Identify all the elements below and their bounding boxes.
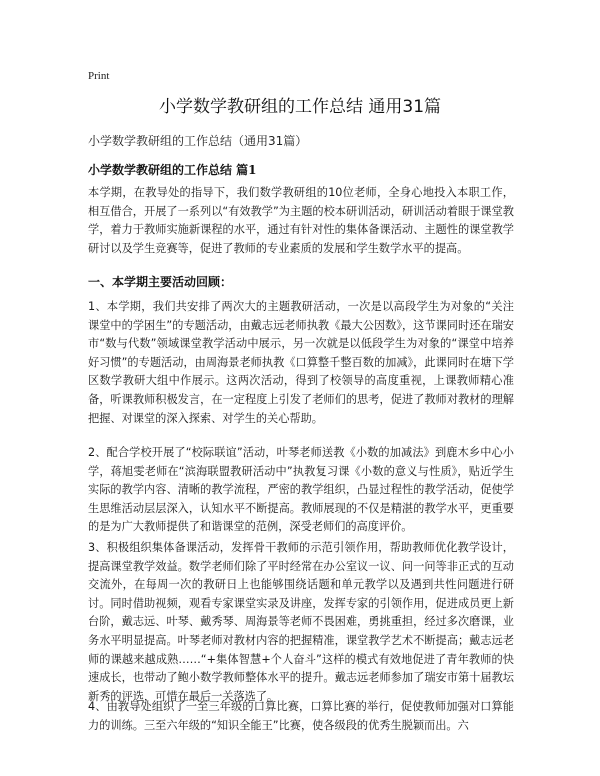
document-subtitle: 小学数学教研组的工作总结（通用31篇） (88, 134, 308, 148)
print-label: Print (88, 70, 110, 82)
section-heading: 小学数学教研组的工作总结 篇1 (88, 163, 257, 177)
paragraph-item-1: 1、本学期，我们共安排了两次大的主题教研活动，一次是以高段学生为对象的“关注课堂中的学困生”的专题活动，由戴志远老师执教《最大公因数》，这节课同时还在瑞安市“数与代数”领域课堂教学活动中展示，另一次就是以低段学生为对象的“课堂中培养好习惯”的专题活动，由周海景老师执教《口算整千整百数的加减》，此课同时在塘下学区数学教研大组中作展示。这两次活动，得到了校领导的高度重视，上课教师精心准备，听课教师积极发言，在一定程度上引发了老师们的思考，促进了教师对教材的理解把握、对课堂的深入探索、对学生的关心帮助。 (88, 300, 514, 425)
intro-paragraph: 本学期，在教导处的指导下，我们数学教研组的10位老师，全身心地投入本职工作，相互借合，开展了一系列以“有效教学”为主题的校本研训活动，研训活动着眼于课堂教学，着力于教师实施新课程的水平，通过有针对性的集体备课活动、主题性的课堂教学研讨以及学生竞赛等，促进了教师的专业素质的发展和学生数学水平的提高。 (88, 186, 514, 255)
paragraph-item-3: 3、积极组织集体备课活动，发挥骨干教师的示范引领作用，帮助教师优化教学设计，提高课堂教学效益。数学老师们除了平时经常在办公室议一议、问一问等非正式的互动交流外，在每周一次的教研日上也能够围绕话题和单元教学以及遇到共性问题进行研讨。同时借助视频，观看专家课堂实录及讲座，发挥专家的引领作用，促进成员更上新台阶，戴志远、叶琴、戴秀琴、周海景等老师不畏困难，勇挑重担，经过多次磨课，业务水平明显提高。叶琴老师对教材内容的把握精准，课堂教学艺术不断提高；戴志远老师的课越来越成熟……“+集体智慧+个人奋斗”这样的模式有效地促进了青年教师的快速成长，也带动了鲍小数学教师整体水平的提升。戴志远老师参加了瑞安市第十届教坛新秀的评选，可惜在最后一关落选了。 (88, 541, 514, 703)
document-title: 小学数学教研组的工作总结 通用31篇 (158, 97, 442, 117)
part-heading: 一、本学期主要活动回顾： (88, 275, 233, 289)
paragraph-item-4: 4、由教导处组织了一至三年级的口算比赛，口算比赛的举行，促使教师加强对口算能力的训练。三至六年级的“知识全能王”比赛，使各级段的优秀生脱颖而出。六 (88, 700, 514, 732)
paragraph-item-2: 2、配合学校开展了“校际联谊”活动，叶琴老师送教《小数的加减法》到鹿木乡中心小学，蒋旭雯老师在“滨海联盟教研活动中”执教复习课《小数的意义与性质》，贴近学生实际的教学内容、清晰的教学流程，严密的教学组织，凸显过程性的教学活动，促使学生思维活动层层深入，认知水平不断提高。教师展现的不仅是精湛的教学水平，更重要的是为广大教师提供了和谐课堂的范例，深受老师们的高度评价。 (88, 446, 514, 534)
